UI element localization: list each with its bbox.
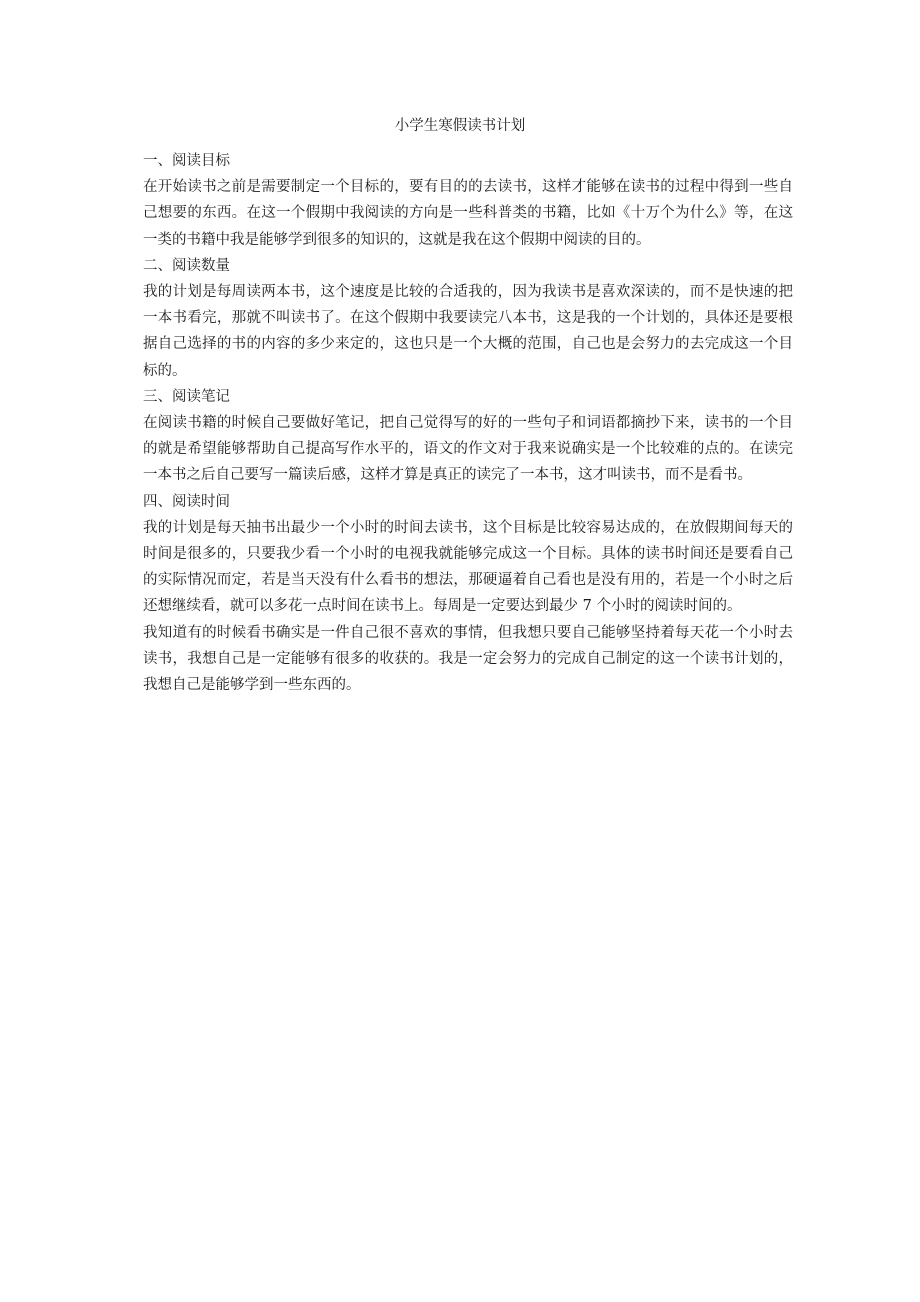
section-text-notes: 在阅读书籍的时候自己要做好笔记，把自己觉得写的好的一些句子和词语都摘抄下来，读书的一个目的就是希望能够帮助自己提高写作水平的，语文的作文对于我来说确实是一个比较难的点的。在读完一本书之后自己要写一篇读后感，这样才算是真正的读完了一本书，这才叫读书，而不是看书。 <box>143 415 793 484</box>
section-heading-goal: 一、阅读目标 <box>143 153 230 169</box>
section-heading-notes: 三、阅读笔记 <box>143 388 230 405</box>
section-heading-time: 四、阅读时间 <box>143 493 230 510</box>
section-text-goal: 在开始读书之前是需要制定一个目标的，要有目的的去读书，这样才能够在读书的过程中得到一些自己想要的东西。在这一个假期中我阅读的方向是一些科普类的书籍，比如《十万个为什么》等，在这一类的书籍中我是能够学到很多的知识的，这就是我在这个假期中阅读的目的。 <box>143 179 793 248</box>
document-title: 小学生寒假读书计划 <box>394 118 526 134</box>
section-text-quantity: 我的计划是每周读两本书，这个速度是比较的合适我的，因为我读书是喜欢深读的，而不是快速的把一本书看完，那就不叫读书了。在这个假期中我要读完八本书，这是我的一个计划的，具体还是要根据自己选择的书的内容的多少来定的，这也只是一个大概的范围，自己也是会努力的去完成这一个目标的。 <box>143 284 793 379</box>
document-body <box>143 148 793 698</box>
section-heading-quantity: 二、阅读数量 <box>143 257 230 274</box>
closing-paragraph: 我知道有的时候看书确实是一件自己很不喜欢的事情，但我想只要自己能够坚持着每天花一个小时去读书，我想自己是一定能够有很多的收获的。我是一定会努力的完成自己制定的这一个读书计划的，我想自己是能够学到一些东西的。 <box>143 624 793 694</box>
section-text-time: 我的计划是每天抽书出最少一个小时的时间去读书，这个目标是比较容易达成的，在放假期间每天的时间是很多的，只要我少看一个小时的电视我就能够完成这一个目标。具体的读书时间还是要看自己的实际情况而定，若是当天没有什么看书的想法，那硬逼着自己看也是没有用的，若是一个小时之后还想继续看，就可以多花一点时间在读书上。每周是一定要达到最少 7 个小时的阅读时间的。 <box>143 519 793 615</box>
